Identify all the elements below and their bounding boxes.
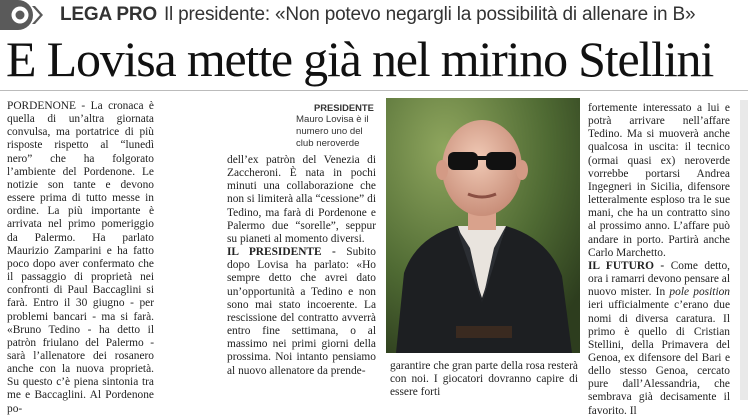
kicker-text: Il presidente: «Non potevo negargli la possibilità di allenare in B» — [163, 4, 696, 25]
photo-caption — [226, 102, 376, 150]
caption-text: Mauro Lovisa è il numero uno del club neroverde — [296, 114, 369, 149]
column-2-text-b: Subito dopo Lovisa ha parlato: «Ho sempre detto che avrei dato un’opportunità a Tedino e non sono mai stato incoerente. La rescissione del contratto avverrà entro fine settimana, o al massimo nei primi giorni della prossima. Noi intanto pensiamo al nuovo allenatore da prende- — [227, 246, 376, 377]
section-label: LEGA PRO — [60, 4, 157, 25]
photo-illustration — [386, 98, 580, 353]
article-column-4 — [588, 102, 730, 418]
article-column-3 — [390, 360, 578, 399]
section-logo-icon — [0, 0, 50, 30]
subhead-il-presidente: IL PRESIDENTE - — [227, 246, 336, 259]
column-2-text: dell’ex patròn del Venezia di Zaccheroni. È nata in pochi minuti una collaborazione che non si limiterà alla “cessione” di Tedino, ma farà di Pordenone e Palermo due “sorelle”, seppur su pianeti al momento diversi. — [227, 154, 376, 245]
header-rule — [0, 90, 748, 91]
article-column-2 — [227, 154, 376, 378]
caption-title: PRESIDENTE — [314, 102, 374, 113]
article-column-1 — [7, 100, 154, 416]
column-4-text-b: Come detto, ora i ramarri devono pensare al nuovo mister. In — [588, 259, 731, 299]
president-photo — [386, 98, 580, 353]
column-1-text: - La cronaca è quella di un’altra giornata convulsa, ma portatrice di più risposte rispetto al “lunedì nero” che ha folgorato l’ambiente del Pordenone. Le notizie son tante e devono essere prima di tutto messe in ordine. La più importante è arrivata nel primo pomeriggio da Palermo. Ha parlato Maurizio Zamparini e ha fatto poco dopo aver confermato che il passaggio di proprietà nei confronti di Paul Baccaglini si farà. Entro il 30 giugno - per problemi bancari - ma si farà. «Bruno Tedino - ha detto il patròn friulano del Palermo - sarà l’allenatore dei rosanero anche con la nuova proprietà. Su questo c’è piena sintonia tra me e Baccaglini. Al Pordenone po- — [7, 100, 154, 415]
italic-phrase: pole position — [669, 286, 730, 299]
dateline: PORDENONE — [7, 100, 76, 112]
kicker — [60, 4, 695, 26]
subhead-il-futuro: IL FUTURO - — [588, 259, 665, 272]
column-4-text: fortemente interessato a lui e potrà arrivare nell’affare Tedino. Ma si muoverà anche qualcosa in uscita: il tecnico (ormai quasi ex) neroverde vorrebbe portarsi Andrea Ingegneri in Sicilia, difensore letteralmente esploso tra le sue mani, che ha un contratto sino al prossimo anno. L’affare può andare in porto. Partirà anche Carlo Marchetto. — [588, 102, 730, 259]
headline: E Lovisa mette già nel mirino Stellini — [6, 31, 714, 87]
page-edge — [740, 100, 748, 400]
column-4-text-c: ieri ufficialmente c’erano due nomi di diversa caratura. Il primo è quello di Cristian Stellini, della Primavera del Genoa, ex difensore del Bari e dello stesso Genoa, cercato pure dall’Alessandria, che sembrava già decisamente il favorito. Il — [588, 299, 730, 417]
column-3-text: garantire che gran parte della rosa resterà con noi. I giocatori dovranno capire di essere forti — [390, 360, 578, 399]
